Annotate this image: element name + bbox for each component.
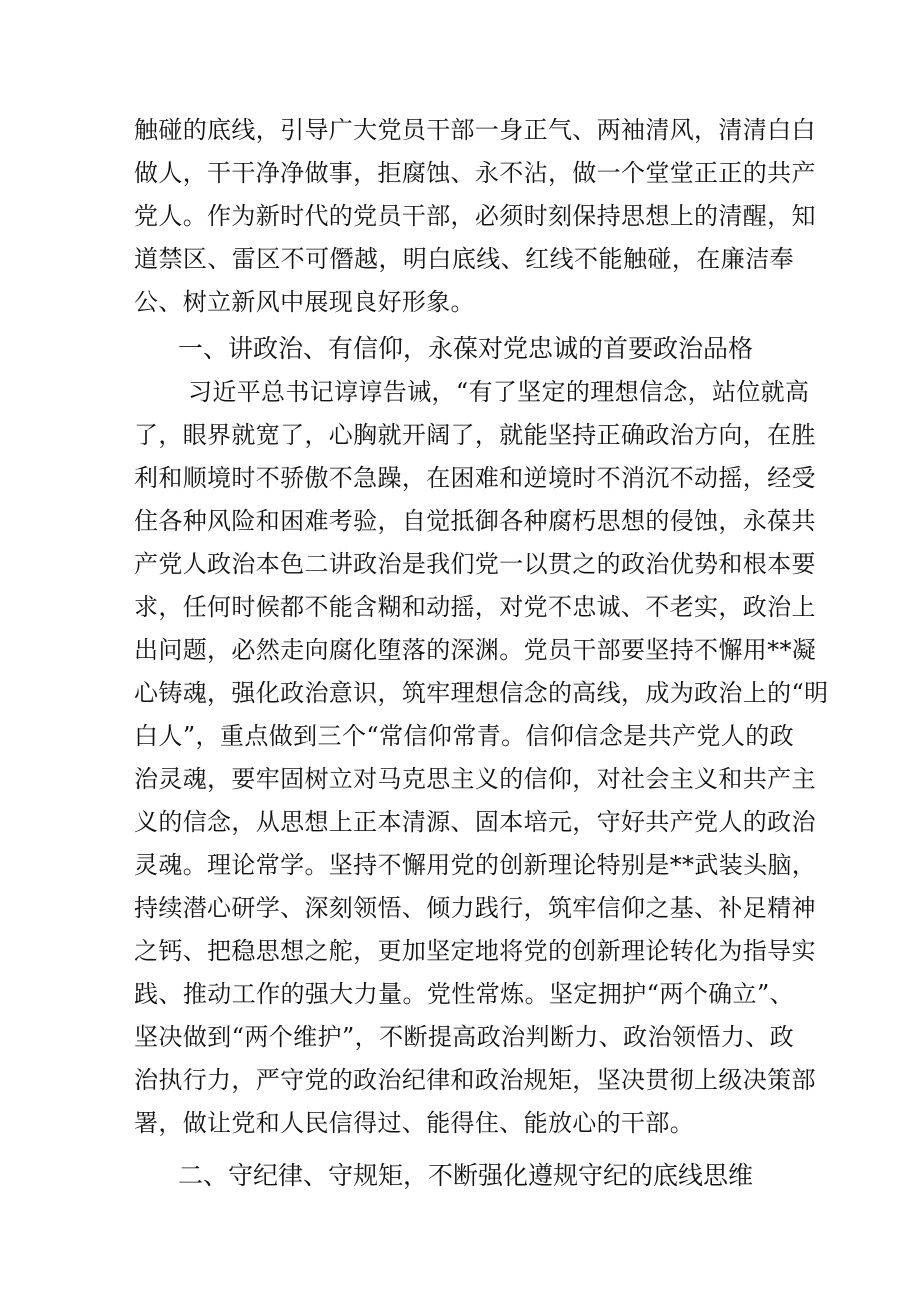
body-text-line: 住各种风险和困难考验，自觉抵御各种腐朽思想的侵蚀，永葆共 (134, 507, 816, 535)
body-text-line: 习近平总书记谆谆告诫，“有了坚定的理想信念，站位就高 (188, 378, 810, 406)
body-text-line: 灵魂。理论常学。坚持不懈用党的创新理论特别是**武装头脑， (134, 851, 817, 879)
body-text-line: 了，眼界就宽了，心胸就开阔了，就能坚持正确政治方向，在胜 (134, 421, 816, 449)
body-text-line: 治执行力，严守党的政治纪律和政治规矩，坚决贯彻上级决策部 (134, 1066, 816, 1094)
body-text-line: 白人”，重点做到三个“常信仰常青。信仰信念是共产党人的政 (134, 722, 794, 750)
section-heading-1: 一、讲政治、有信仰，永葆对党忠诚的首要政治品格 (178, 334, 754, 363)
body-text-line: 做人，干干净净做事，拒腐蚀、永不沾，做一个堂堂正正的共产 (134, 159, 816, 187)
body-text-line: 求，任何时候都不能含糊和动摇，对党不忠诚、不老实，政治上 (134, 593, 816, 621)
body-text-line: 出问题，必然走向腐化堕落的深渊。党员干部要坚持不懈用**凝 (134, 636, 817, 664)
body-text-line: 党人。作为新时代的党员干部，必须时刻保持思想上的清醒，知 (134, 202, 816, 230)
body-text-line: 道禁区、雷区不可僭越，明白底线、红线不能触碰，在廉洁奉 (134, 245, 794, 273)
body-text-line: 践、推动工作的强大力量。党性常炼。坚定拥护“两个确立”、 (134, 980, 794, 1008)
body-text-line: 产党人政治本色二讲政治是我们党一以贯之的政治优势和根本要 (134, 550, 816, 578)
body-text-line: 持续潜心研学、深刻领悟、倾力践行，筑牢信仰之基、补足精神 (134, 894, 816, 922)
body-text-line: 触碰的底线，引导广大党员干部一身正气、两袖清风，清清白白 (134, 116, 816, 144)
body-text-line: 治灵魂，要牢固树立对马克思主义的信仰，对社会主义和共产主 (134, 765, 816, 793)
body-text-line: 署，做让党和人民信得过、能得住、能放心的干部。 (134, 1109, 695, 1137)
body-text-line: 之钙、把稳思想之舵，更加坚定地将党的创新理论转化为指导实 (134, 937, 816, 965)
body-text-line: 义的信念，从思想上正本清源、固本培元，守好共产党人的政治 (134, 808, 816, 836)
body-text-line: 心铸魂，强化政治意识，筑牢理想信念的高线，成为政治上的“明 (134, 679, 829, 707)
body-text-line: 公、树立新风中展现良好形象。 (134, 288, 475, 316)
section-heading-2: 二、守纪律、守规矩，不断强化遵规守纪的底线思维 (178, 1161, 754, 1190)
body-text-line: 坚决做到“两个维护”，不断提高政治判断力、政治领悟力、政 (134, 1023, 794, 1051)
body-text-line: 利和顺境时不骄傲不急躁，在困难和逆境时不消沉不动摇，经受 (134, 464, 816, 492)
